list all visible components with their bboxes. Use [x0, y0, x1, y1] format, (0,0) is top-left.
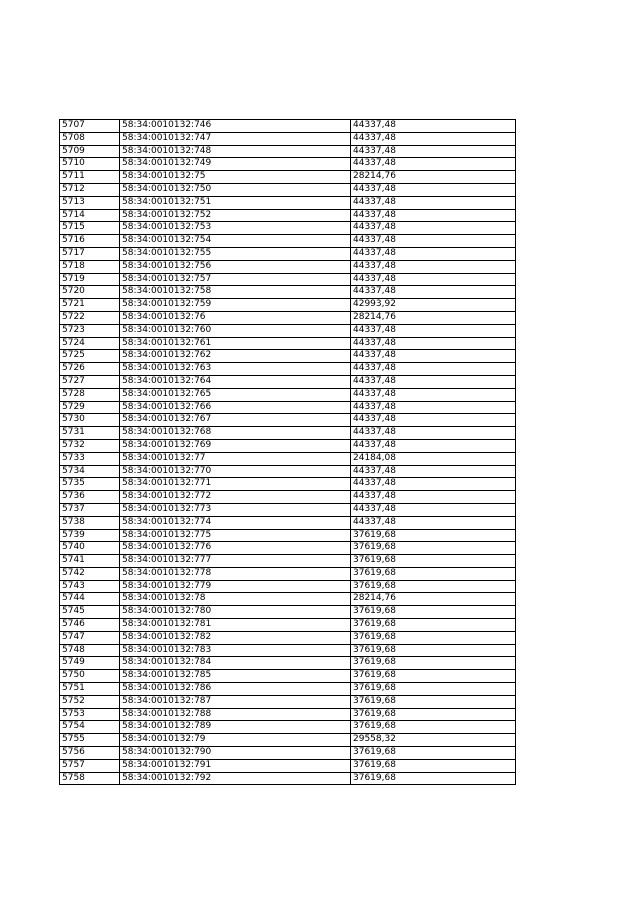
- row-number-cell: 5721: [60, 299, 120, 312]
- value-cell: 44337,48: [351, 491, 516, 504]
- table-row: [60, 196, 516, 209]
- value-cell: 44337,48: [351, 427, 516, 440]
- value-cell: 44337,48: [351, 196, 516, 209]
- row-number-cell: 5723: [60, 324, 120, 337]
- value-cell: 37619,68: [351, 542, 516, 555]
- cadastral-number-cell: 58:34:0010132:773: [120, 503, 351, 516]
- row-number-cell: 5755: [60, 734, 120, 747]
- row-number-cell: 5758: [60, 772, 120, 785]
- cadastral-number-cell: 58:34:0010132:75: [120, 171, 351, 184]
- cadastral-number-cell: 58:34:0010132:756: [120, 260, 351, 273]
- row-number-cell: 5746: [60, 619, 120, 632]
- cadastral-number-cell: 58:34:0010132:788: [120, 708, 351, 721]
- table-row: [60, 734, 516, 747]
- row-number-cell: 5729: [60, 401, 120, 414]
- row-number-cell: 5736: [60, 491, 120, 504]
- cadastral-number-cell: 58:34:0010132:792: [120, 772, 351, 785]
- table-row: [60, 158, 516, 171]
- value-cell: 44337,48: [351, 260, 516, 273]
- row-number-cell: 5725: [60, 350, 120, 363]
- row-number-cell: 5707: [60, 120, 120, 133]
- row-number-cell: 5718: [60, 260, 120, 273]
- table-row: [60, 529, 516, 542]
- row-number-cell: 5734: [60, 465, 120, 478]
- row-number-cell: 5716: [60, 235, 120, 248]
- cadastral-number-cell: 58:34:0010132:783: [120, 644, 351, 657]
- row-number-cell: 5738: [60, 516, 120, 529]
- table-row: [60, 145, 516, 158]
- row-number-cell: 5744: [60, 593, 120, 606]
- row-number-cell: 5710: [60, 158, 120, 171]
- value-cell: 37619,68: [351, 708, 516, 721]
- cadastral-value-table: [59, 119, 516, 785]
- value-cell: 44337,48: [351, 273, 516, 286]
- value-cell: 42993,92: [351, 299, 516, 312]
- value-cell: 37619,68: [351, 657, 516, 670]
- cadastral-number-cell: 58:34:0010132:751: [120, 196, 351, 209]
- value-cell: 44337,48: [351, 414, 516, 427]
- cadastral-number-cell: 58:34:0010132:784: [120, 657, 351, 670]
- table-row: [60, 222, 516, 235]
- cadastral-number-cell: 58:34:0010132:766: [120, 401, 351, 414]
- cadastral-number-cell: 58:34:0010132:748: [120, 145, 351, 158]
- table-row: [60, 542, 516, 555]
- row-number-cell: 5740: [60, 542, 120, 555]
- cadastral-number-cell: 58:34:0010132:791: [120, 759, 351, 772]
- cadastral-number-cell: 58:34:0010132:785: [120, 670, 351, 683]
- row-number-cell: 5742: [60, 567, 120, 580]
- cadastral-number-cell: 58:34:0010132:768: [120, 427, 351, 440]
- table-row: [60, 350, 516, 363]
- cadastral-number-cell: 58:34:0010132:753: [120, 222, 351, 235]
- value-cell: 44337,48: [351, 350, 516, 363]
- row-number-cell: 5751: [60, 683, 120, 696]
- row-number-cell: 5719: [60, 273, 120, 286]
- cadastral-number-cell: 58:34:0010132:778: [120, 567, 351, 580]
- value-cell: 28214,76: [351, 171, 516, 184]
- row-number-cell: 5720: [60, 286, 120, 299]
- cadastral-number-cell: 58:34:0010132:764: [120, 375, 351, 388]
- row-number-cell: 5714: [60, 209, 120, 222]
- table-row: [60, 670, 516, 683]
- table-row: [60, 311, 516, 324]
- value-cell: 44337,48: [351, 478, 516, 491]
- table-row: [60, 427, 516, 440]
- row-number-cell: 5739: [60, 529, 120, 542]
- row-number-cell: 5741: [60, 555, 120, 568]
- table-row: [60, 171, 516, 184]
- value-cell: 37619,68: [351, 529, 516, 542]
- cadastral-number-cell: 58:34:0010132:790: [120, 747, 351, 760]
- row-number-cell: 5743: [60, 580, 120, 593]
- row-number-cell: 5717: [60, 247, 120, 260]
- value-cell: 44337,48: [351, 324, 516, 337]
- table-row: [60, 555, 516, 568]
- value-cell: 44337,48: [351, 375, 516, 388]
- row-number-cell: 5724: [60, 337, 120, 350]
- table-body: [60, 120, 516, 785]
- row-number-cell: 5730: [60, 414, 120, 427]
- table-row: [60, 120, 516, 133]
- value-cell: 44337,48: [351, 286, 516, 299]
- cadastral-number-cell: 58:34:0010132:749: [120, 158, 351, 171]
- cadastral-number-cell: 58:34:0010132:759: [120, 299, 351, 312]
- value-cell: 44337,48: [351, 120, 516, 133]
- cadastral-number-cell: 58:34:0010132:771: [120, 478, 351, 491]
- cadastral-number-cell: 58:34:0010132:78: [120, 593, 351, 606]
- row-number-cell: 5726: [60, 363, 120, 376]
- cadastral-number-cell: 58:34:0010132:782: [120, 631, 351, 644]
- cadastral-number-cell: 58:34:0010132:767: [120, 414, 351, 427]
- value-cell: 28214,76: [351, 311, 516, 324]
- cadastral-number-cell: 58:34:0010132:786: [120, 683, 351, 696]
- row-number-cell: 5727: [60, 375, 120, 388]
- table-row: [60, 465, 516, 478]
- row-number-cell: 5753: [60, 708, 120, 721]
- cadastral-number-cell: 58:34:0010132:79: [120, 734, 351, 747]
- row-number-cell: 5745: [60, 606, 120, 619]
- row-number-cell: 5754: [60, 721, 120, 734]
- row-number-cell: 5732: [60, 439, 120, 452]
- cadastral-number-cell: 58:34:0010132:750: [120, 183, 351, 196]
- table-row: [60, 593, 516, 606]
- cadastral-number-cell: 58:34:0010132:789: [120, 721, 351, 734]
- cadastral-number-cell: 58:34:0010132:77: [120, 452, 351, 465]
- table-row: [60, 619, 516, 632]
- row-number-cell: 5731: [60, 427, 120, 440]
- value-cell: 37619,68: [351, 644, 516, 657]
- cadastral-number-cell: 58:34:0010132:758: [120, 286, 351, 299]
- row-number-cell: 5715: [60, 222, 120, 235]
- cadastral-number-cell: 58:34:0010132:762: [120, 350, 351, 363]
- value-cell: 37619,68: [351, 683, 516, 696]
- value-cell: 44337,48: [351, 235, 516, 248]
- row-number-cell: 5752: [60, 695, 120, 708]
- table-row: [60, 183, 516, 196]
- row-number-cell: 5757: [60, 759, 120, 772]
- table-row: [60, 606, 516, 619]
- row-number-cell: 5709: [60, 145, 120, 158]
- table-row: [60, 657, 516, 670]
- row-number-cell: 5756: [60, 747, 120, 760]
- table-row: [60, 644, 516, 657]
- table-row: [60, 324, 516, 337]
- cadastral-number-cell: 58:34:0010132:746: [120, 120, 351, 133]
- cadastral-number-cell: 58:34:0010132:760: [120, 324, 351, 337]
- cadastral-number-cell: 58:34:0010132:761: [120, 337, 351, 350]
- row-number-cell: 5735: [60, 478, 120, 491]
- value-cell: 44337,48: [351, 516, 516, 529]
- value-cell: 44337,48: [351, 363, 516, 376]
- cadastral-number-cell: 58:34:0010132:765: [120, 388, 351, 401]
- value-cell: 37619,68: [351, 567, 516, 580]
- table-row: [60, 363, 516, 376]
- row-number-cell: 5711: [60, 171, 120, 184]
- row-number-cell: 5733: [60, 452, 120, 465]
- cadastral-number-cell: 58:34:0010132:777: [120, 555, 351, 568]
- table-row: [60, 439, 516, 452]
- row-number-cell: 5728: [60, 388, 120, 401]
- value-cell: 44337,48: [351, 145, 516, 158]
- row-number-cell: 5749: [60, 657, 120, 670]
- cadastral-number-cell: 58:34:0010132:76: [120, 311, 351, 324]
- cadastral-number-cell: 58:34:0010132:780: [120, 606, 351, 619]
- table-row: [60, 299, 516, 312]
- cadastral-number-cell: 58:34:0010132:781: [120, 619, 351, 632]
- value-cell: 37619,68: [351, 606, 516, 619]
- table-row: [60, 209, 516, 222]
- table-row: [60, 683, 516, 696]
- row-number-cell: 5737: [60, 503, 120, 516]
- value-cell: 37619,68: [351, 670, 516, 683]
- value-cell: 29558,32: [351, 734, 516, 747]
- value-cell: 28214,76: [351, 593, 516, 606]
- table-row: [60, 503, 516, 516]
- cadastral-number-cell: 58:34:0010132:754: [120, 235, 351, 248]
- table-row: [60, 401, 516, 414]
- value-cell: 44337,48: [351, 337, 516, 350]
- cadastral-number-cell: 58:34:0010132:779: [120, 580, 351, 593]
- row-number-cell: 5722: [60, 311, 120, 324]
- value-cell: 37619,68: [351, 772, 516, 785]
- row-number-cell: 5712: [60, 183, 120, 196]
- table-row: [60, 567, 516, 580]
- cadastral-number-cell: 58:34:0010132:772: [120, 491, 351, 504]
- cadastral-number-cell: 58:34:0010132:775: [120, 529, 351, 542]
- value-cell: 44337,48: [351, 503, 516, 516]
- cadastral-number-cell: 58:34:0010132:774: [120, 516, 351, 529]
- value-cell: 37619,68: [351, 631, 516, 644]
- row-number-cell: 5750: [60, 670, 120, 683]
- value-cell: 44337,48: [351, 247, 516, 260]
- table-row: [60, 273, 516, 286]
- value-cell: 44337,48: [351, 158, 516, 171]
- table-row: [60, 337, 516, 350]
- table-row: [60, 247, 516, 260]
- cadastral-number-cell: 58:34:0010132:776: [120, 542, 351, 555]
- table-row: [60, 452, 516, 465]
- table-row: [60, 132, 516, 145]
- value-cell: 44337,48: [351, 183, 516, 196]
- table-row: [60, 721, 516, 734]
- table-row: [60, 388, 516, 401]
- row-number-cell: 5747: [60, 631, 120, 644]
- table-row: [60, 286, 516, 299]
- value-cell: 44337,48: [351, 401, 516, 414]
- value-cell: 44337,48: [351, 439, 516, 452]
- table-row: [60, 478, 516, 491]
- cadastral-number-cell: 58:34:0010132:769: [120, 439, 351, 452]
- value-cell: 37619,68: [351, 580, 516, 593]
- value-cell: 24184,08: [351, 452, 516, 465]
- table-row: [60, 759, 516, 772]
- cadastral-number-cell: 58:34:0010132:770: [120, 465, 351, 478]
- row-number-cell: 5713: [60, 196, 120, 209]
- value-cell: 44337,48: [351, 388, 516, 401]
- table-row: [60, 747, 516, 760]
- row-number-cell: 5748: [60, 644, 120, 657]
- table-row: [60, 414, 516, 427]
- cadastral-number-cell: 58:34:0010132:787: [120, 695, 351, 708]
- table-row: [60, 375, 516, 388]
- cadastral-number-cell: 58:34:0010132:763: [120, 363, 351, 376]
- cadastral-number-cell: 58:34:0010132:752: [120, 209, 351, 222]
- value-cell: 37619,68: [351, 695, 516, 708]
- value-cell: 44337,48: [351, 209, 516, 222]
- value-cell: 37619,68: [351, 721, 516, 734]
- table-row: [60, 772, 516, 785]
- table-row: [60, 631, 516, 644]
- value-cell: 37619,68: [351, 619, 516, 632]
- table-row: [60, 695, 516, 708]
- cadastral-number-cell: 58:34:0010132:757: [120, 273, 351, 286]
- table-row: [60, 516, 516, 529]
- value-cell: 44337,48: [351, 132, 516, 145]
- table-row: [60, 235, 516, 248]
- value-cell: 44337,48: [351, 222, 516, 235]
- cadastral-number-cell: 58:34:0010132:755: [120, 247, 351, 260]
- table-row: [60, 491, 516, 504]
- table-row: [60, 708, 516, 721]
- value-cell: 37619,68: [351, 759, 516, 772]
- row-number-cell: 5708: [60, 132, 120, 145]
- cadastral-number-cell: 58:34:0010132:747: [120, 132, 351, 145]
- table-row: [60, 260, 516, 273]
- table-row: [60, 580, 516, 593]
- value-cell: 37619,68: [351, 747, 516, 760]
- value-cell: 44337,48: [351, 465, 516, 478]
- value-cell: 37619,68: [351, 555, 516, 568]
